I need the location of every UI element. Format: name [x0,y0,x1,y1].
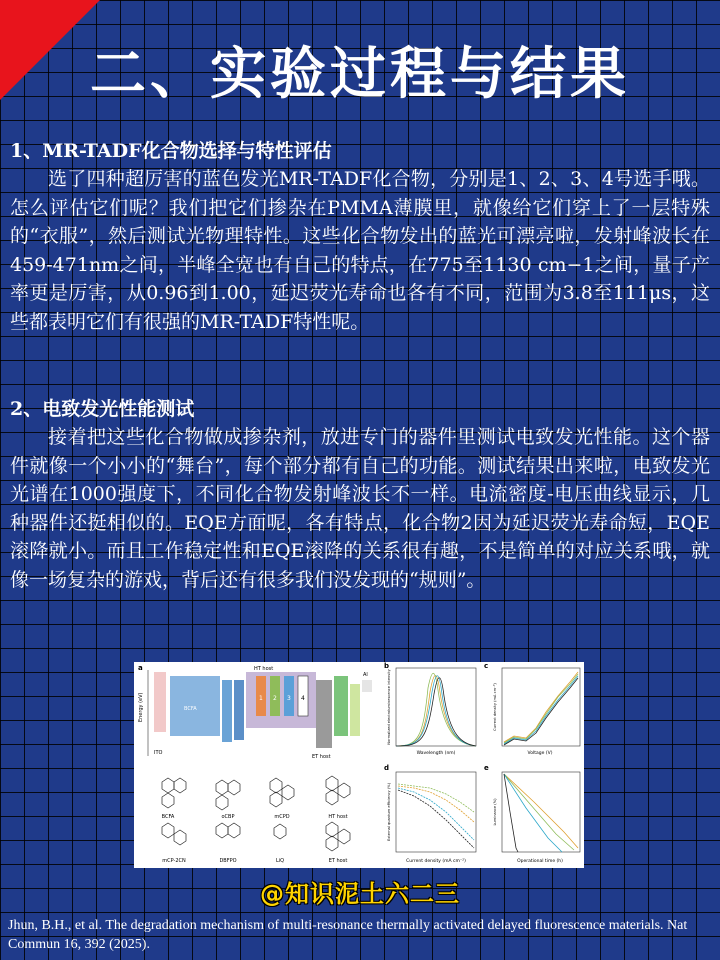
jv-series-2 [504,674,578,743]
lifetime-series-4 [504,774,518,852]
el-spectrum-series-3 [396,676,476,746]
eqe-series-2 [398,784,474,812]
layer-label: HT host [254,666,274,672]
layer-label: Al [363,672,368,678]
axis-label: Luminance (%) [493,798,497,826]
citation-text: Jhun, B.H., et al. The degradation mechanism of multi-resonance thermally activated delayed fluorescence materials. Nat Commun 16, 392 (2025). [8,918,688,952]
axis-label: Operational time (h) [517,859,563,864]
axis-label: Normalized electroluminescence intensity [387,669,391,745]
axis-label: External quantum efficiency (%) [387,782,391,842]
eqe-series-4 [398,790,474,848]
molecule-structures [162,776,350,851]
molecule-icon [326,822,350,851]
jv-series-4 [504,678,578,745]
molecule-icon [270,778,294,807]
structure-label: oCBP [221,814,235,820]
energy-block-mcpd [234,680,244,740]
energy-block-et [316,680,332,748]
author-watermark: @知识泥土六二三 [260,880,460,908]
eqe-series-3 [398,788,474,840]
structure-label: HT host [328,814,348,820]
jv-series-1 [504,672,578,742]
molecule-icon [216,823,240,838]
molecule-icon [216,780,240,810]
energy-block-dbfpo [334,676,348,736]
section-electroluminescence [10,395,710,594]
axis-label: Current density (mA cm⁻²) [406,859,466,864]
section-heading: 2、电致发光性能测试 [10,398,195,420]
molecule-icon [274,824,286,839]
level-number: 1 [259,695,263,702]
molecule-icon [162,778,186,808]
axis-label: Wavelength (nm) [416,751,456,756]
energy-axis-label: Energy (eV) [138,692,144,722]
energy-block-hil [154,672,166,732]
energy-block-liq [350,684,360,736]
section-body: 接着把这些化合物做成掺杂剂，放进专门的器件里测试电致发光性能。这个器件就像一个小小的“舞台”，每个部分都有自己的功能。测试结果出来啦，电致发光光谱在1000强度下，不同化合物发射峰波长不一样。电流密度-电压曲线显示，几种器件还挺相似的。EQE方面呢，各有特点，化合物2因为延迟荧光寿命短，EQE滚降就小。而且工作稳定性和EQE滚降的关系很有趣，不是简单的对应关系哦，就像一场复杂的游戏，背后还有很多我们没发现的“规则”。 [10,426,710,591]
lifetime-series-1 [504,774,578,848]
panel-c-frame [502,668,580,746]
el-spectrum-series-4 [396,678,476,746]
structure-label: mCPD [274,814,290,820]
level-number: 3 [287,695,291,702]
molecule-icon [162,823,186,845]
panel-d-frame [396,772,476,852]
panel-e-label: e [484,764,489,772]
axis-label: Current density (mA cm⁻²) [493,683,497,731]
structure-label: LiQ [275,858,285,864]
section-body: 选了四种超厉害的蓝色发光MR-TADF化合物，分别是1、2、3、4号选手哦。怎么评估它们呢？我们把它们掺杂在PMMA薄膜里，就像给它们穿上了一层特殊的“衣服”，然后测试光物理特性。这些化合物发出的蓝光可漂亮啦，发射峰波长在459-471nm之间，半峰全宽也有自己的特点，在775至1130 cm−1之间，量子产率更是厉害，从0.96到1.00，延迟荧光寿命也各有不同，范围为3.8至111μs，这些都表明它们有很强的MR-TADF特性呢。 [10,168,710,333]
layer-label: ET host [312,754,331,760]
molecule-icon [326,776,350,805]
energy-block-al [362,680,372,692]
layer-label: BCFA [184,706,197,712]
panel-e-frame [502,772,580,852]
panel-a-label: a [138,664,143,672]
panel-c-label: c [484,662,489,670]
panel-d-label: d [384,764,390,772]
page-title: 二、实验过程与结果 [90,42,630,107]
research-figure [134,662,584,868]
section-compound-selection [10,137,710,336]
layer-label: ITO [154,750,163,756]
structure-label: mCP-2CN [162,858,186,864]
panel-b-label: b [384,662,390,670]
figure-svg [134,662,584,868]
structure-label: DBFPO [219,858,237,864]
section-heading: 1、MR-TADF化合物选择与特性评估 [10,140,332,162]
structure-label: BCFA [161,814,175,820]
lifetime-series-3 [504,774,562,852]
level-number: 2 [273,695,277,702]
axis-label: Voltage (V) [527,751,553,756]
eqe-series-1 [398,786,474,822]
structure-label: ET host [328,858,348,864]
level-number: 4 [301,695,305,702]
energy-block-ocbp [222,680,232,742]
